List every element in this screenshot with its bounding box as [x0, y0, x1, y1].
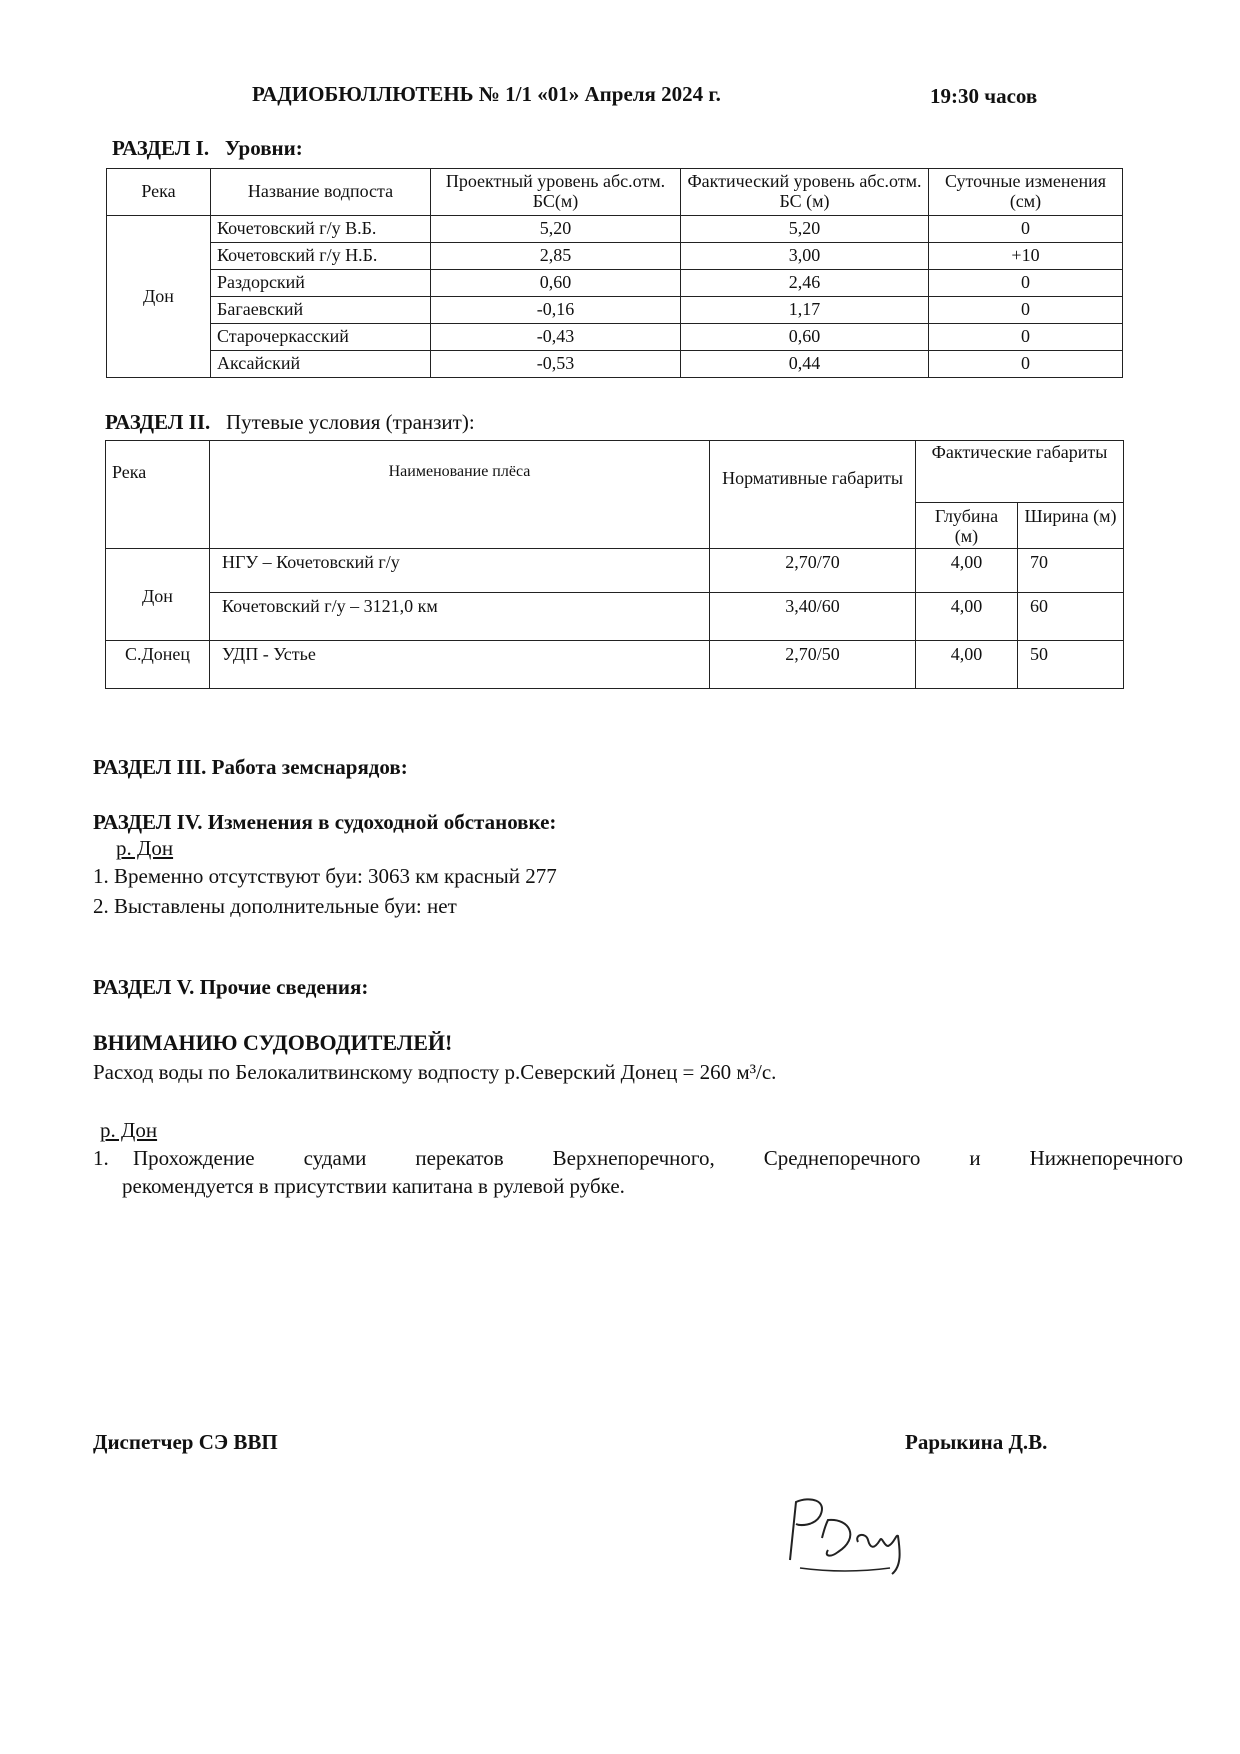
section4-item-1: 1. Временно отсутствуют буи: 3063 км красный 277	[93, 864, 557, 888]
daily-change: 0	[929, 351, 1123, 378]
section3-title: РАЗДЕЛ III. Работа земснарядов:	[93, 755, 408, 779]
post-name: Багаевский	[211, 297, 431, 324]
section5-item-number: 1.	[93, 1146, 109, 1170]
section5-title: РАЗДЕЛ V. Прочие сведения:	[93, 975, 369, 999]
actual-width: 70	[1018, 549, 1124, 593]
actual-level: 5,20	[681, 216, 929, 243]
section4-river: р. Дон	[116, 836, 174, 860]
normative-size: 3,40/60	[710, 593, 916, 641]
levels-river-cell: Дон	[107, 216, 211, 378]
actual-depth: 4,00	[916, 641, 1018, 689]
dispatcher-name: Рарыкина Д.В.	[905, 1430, 1048, 1454]
water-flow-note: Расход воды по Белокалитвинскому водпосту р.Северский Донец = 260 м³/с.	[93, 1060, 777, 1084]
actual-level: 0,60	[681, 324, 929, 351]
route-header-name: Наименование плёса	[210, 441, 710, 549]
design-level: 2,85	[431, 243, 681, 270]
route-header-river: Река	[106, 441, 210, 549]
section5-item-line-2: рекомендуется в присутствии капитана в рулевой рубке.	[122, 1174, 625, 1198]
route-header-row	[106, 441, 1124, 503]
reach-name: Кочетовский г/у – 3121,0 км	[210, 593, 710, 641]
actual-level: 3,00	[681, 243, 929, 270]
route-header-normative: Нормативные габариты	[710, 441, 916, 549]
design-level: -0,16	[431, 297, 681, 324]
bulletin-time: 19:30 часов	[930, 84, 1038, 108]
levels-header-river: Река	[107, 169, 211, 216]
design-level: 0,60	[431, 270, 681, 297]
bulletin-title: РАДИОБЮЛЛЮТЕНЬ № 1/1 «01» Апреля 2024 г.	[252, 82, 721, 106]
route-river-cell: С.Донец	[106, 641, 210, 689]
section5-river: р. Дон	[100, 1118, 158, 1142]
route-header-actual: Фактические габариты	[916, 441, 1124, 503]
section4-title: РАЗДЕЛ IV. Изменения в судоходной обстановке:	[93, 810, 557, 834]
levels-header-actual: Фактический уровень абс.отм. БС (м)	[681, 169, 929, 216]
daily-change: 0	[929, 270, 1123, 297]
route-header-depth: Глубина (м)	[916, 503, 1018, 549]
post-name: Аксайский	[211, 351, 431, 378]
section2-heading	[105, 410, 475, 435]
route-river-cell: Дон	[106, 549, 210, 641]
actual-width: 50	[1018, 641, 1124, 689]
actual-depth: 4,00	[916, 593, 1018, 641]
table-row	[107, 270, 1123, 297]
normative-size: 2,70/50	[710, 641, 916, 689]
reach-name: УДП - Устье	[210, 641, 710, 689]
section5-item-line-1: Прохождение судами перекатов Верхнепоречного, Среднепоречного и Нижнепоречного	[133, 1146, 1183, 1170]
attention-heading: ВНИМАНИЮ СУДОВОДИТЕЛЕЙ!	[93, 1030, 453, 1055]
reach-name: НГУ – Кочетовский г/у	[210, 549, 710, 593]
actual-level: 0,44	[681, 351, 929, 378]
design-level: -0,53	[431, 351, 681, 378]
levels-table	[106, 168, 1123, 378]
levels-header-change: Суточные изменения (см)	[929, 169, 1123, 216]
route-table	[105, 440, 1124, 689]
normative-size: 2,70/70	[710, 549, 916, 593]
daily-change: 0	[929, 297, 1123, 324]
daily-change: 0	[929, 324, 1123, 351]
post-name: Кочетовский г/у В.Б.	[211, 216, 431, 243]
route-header-width: Ширина (м)	[1018, 503, 1124, 549]
table-row	[107, 216, 1123, 243]
table-row	[106, 549, 1124, 593]
table-row	[107, 351, 1123, 378]
daily-change: 0	[929, 216, 1123, 243]
signature-image	[770, 1490, 940, 1580]
actual-level: 2,46	[681, 270, 929, 297]
table-row	[107, 243, 1123, 270]
post-name: Раздорский	[211, 270, 431, 297]
levels-header-design: Проектный уровень абс.отм. БС(м)	[431, 169, 681, 216]
table-row	[107, 324, 1123, 351]
table-row	[106, 593, 1124, 641]
section1-number: РАЗДЕЛ I.	[112, 136, 210, 160]
daily-change: +10	[929, 243, 1123, 270]
levels-header-row	[107, 169, 1123, 216]
section1-heading	[112, 136, 303, 161]
post-name: Кочетовский г/у Н.Б.	[211, 243, 431, 270]
design-level: 5,20	[431, 216, 681, 243]
dispatcher-position: Диспетчер СЭ ВВП	[93, 1430, 278, 1454]
actual-width: 60	[1018, 593, 1124, 641]
design-level: -0,43	[431, 324, 681, 351]
actual-depth: 4,00	[916, 549, 1018, 593]
table-row	[107, 297, 1123, 324]
levels-header-post: Название водпоста	[211, 169, 431, 216]
table-row	[106, 641, 1124, 689]
section2-title: Путевые условия (транзит):	[226, 410, 475, 434]
section2-number: РАЗДЕЛ II.	[105, 410, 211, 434]
section4-item-2: 2. Выставлены дополнительные буи: нет	[93, 894, 457, 918]
post-name: Старочеркасский	[211, 324, 431, 351]
actual-level: 1,17	[681, 297, 929, 324]
section1-title: Уровни:	[224, 136, 303, 160]
